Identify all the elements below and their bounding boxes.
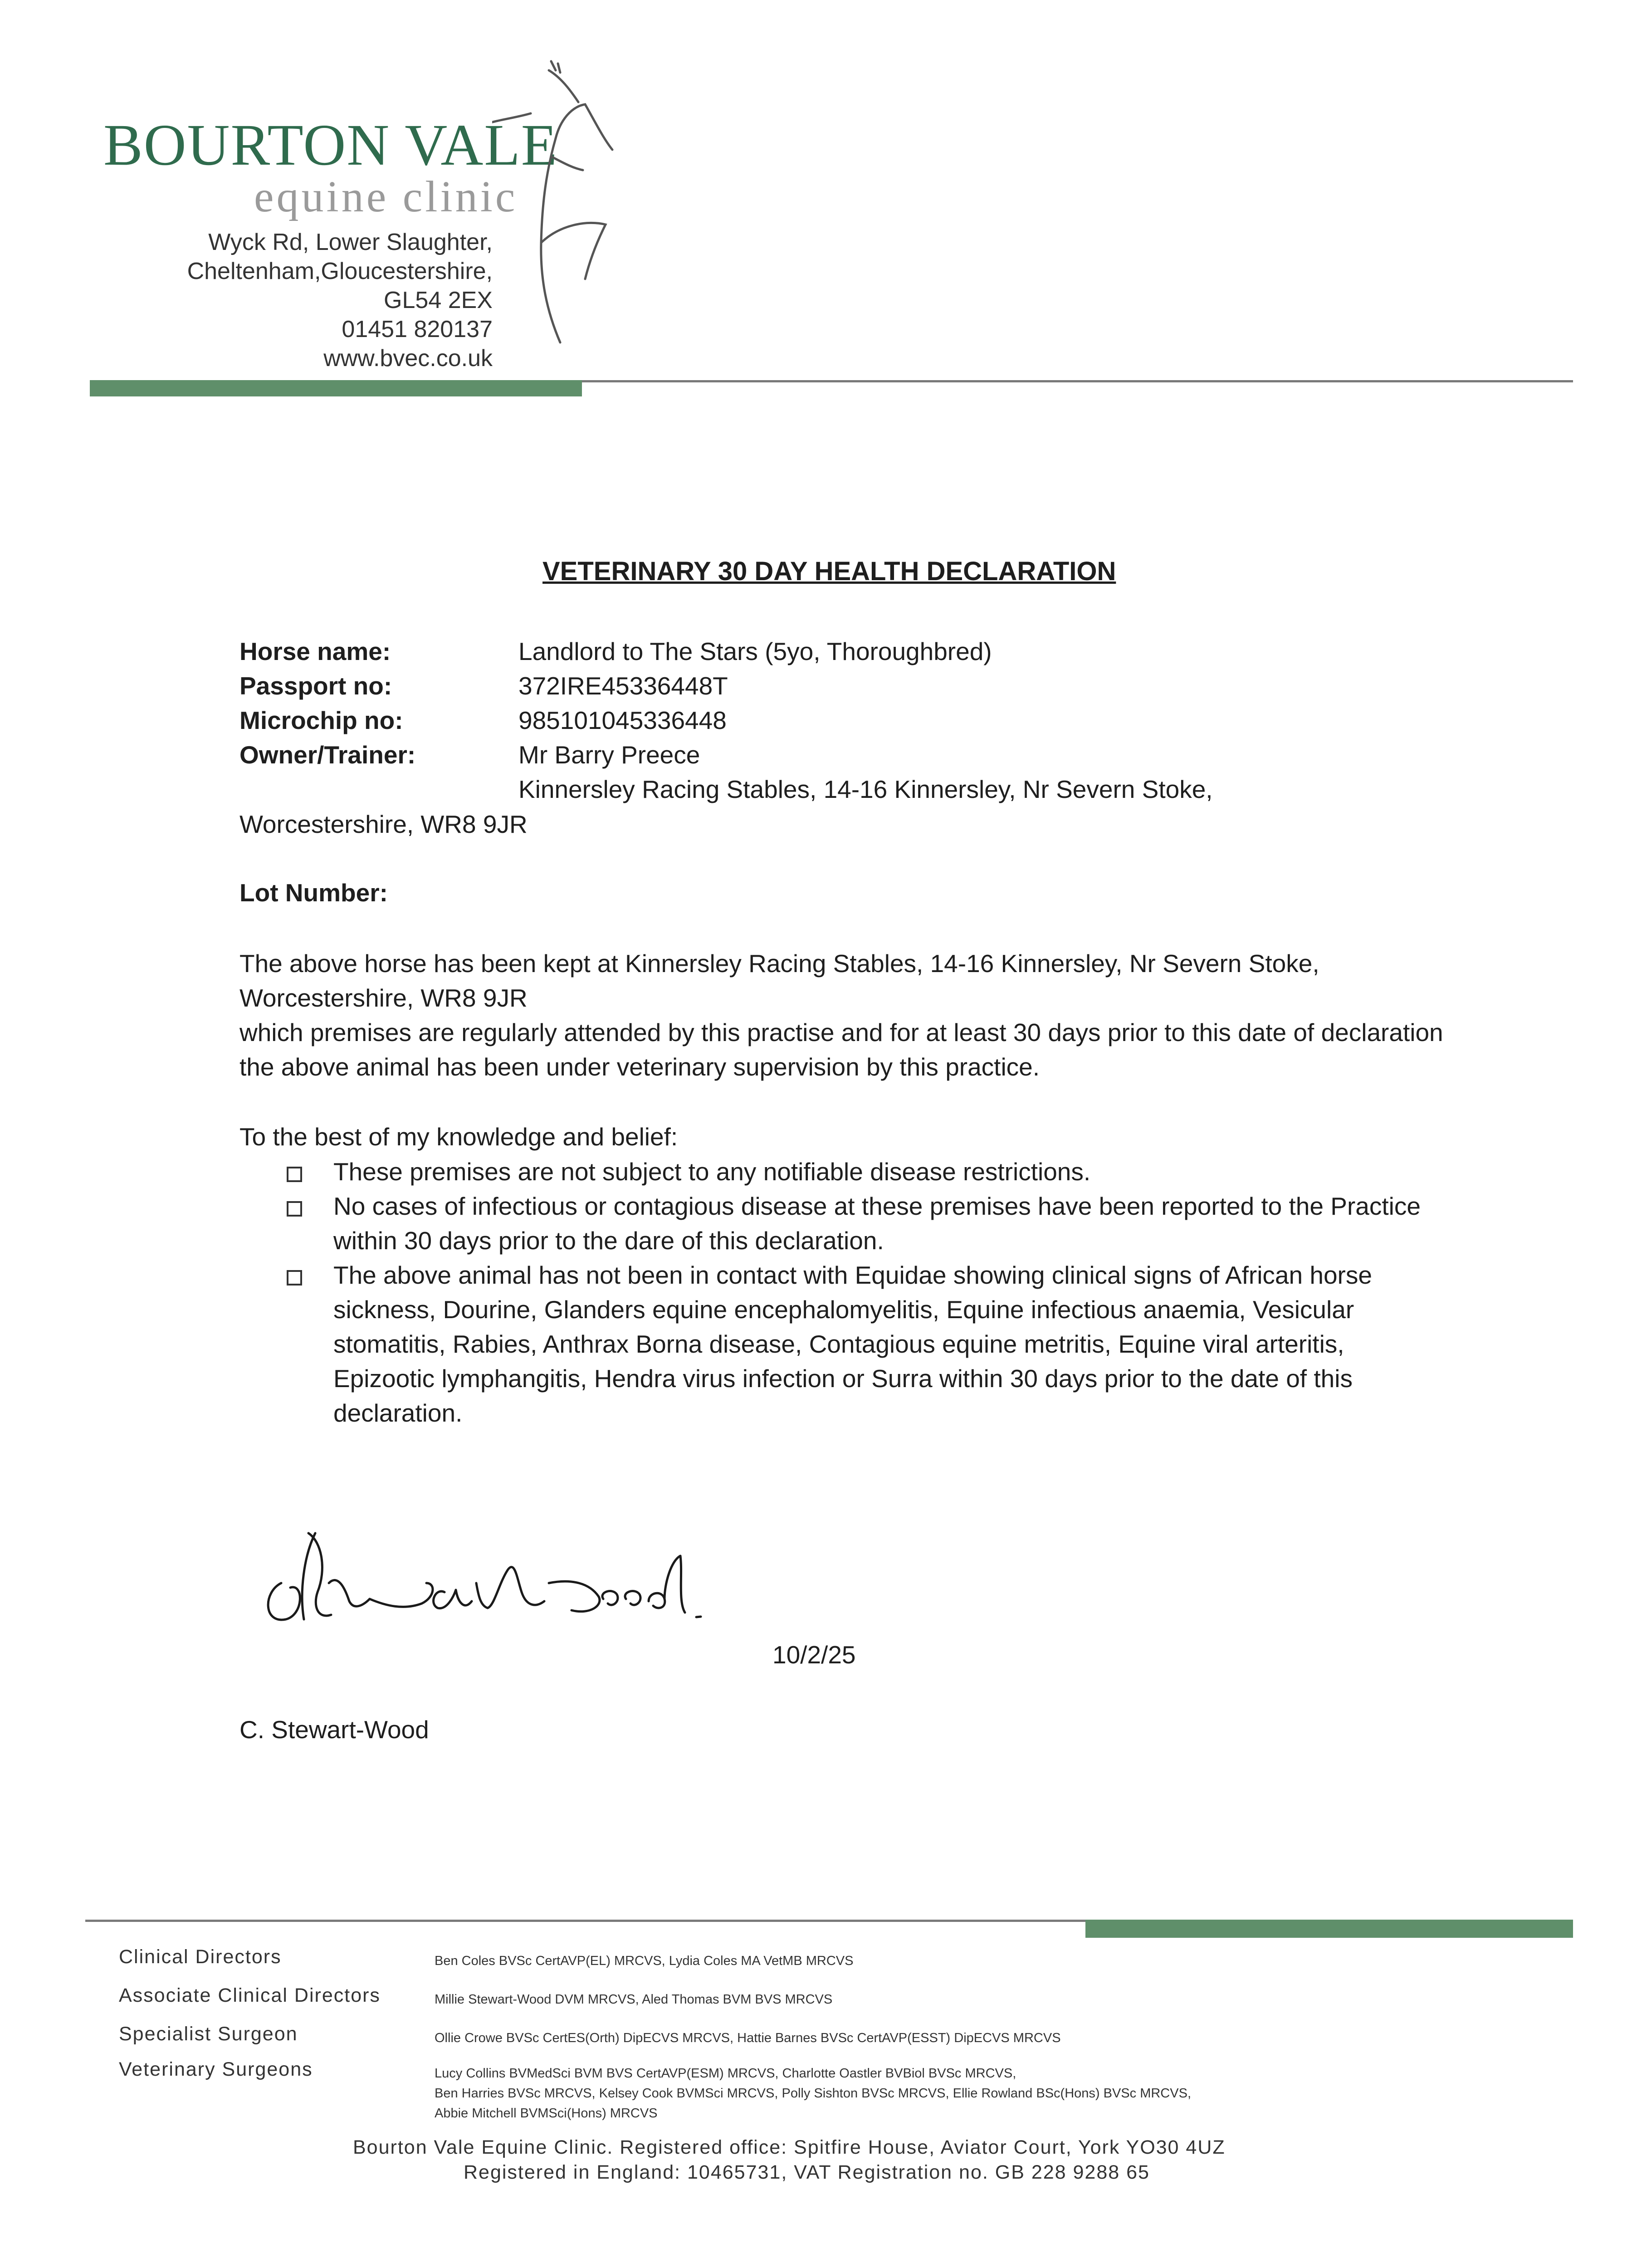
- staff-role-specialist-surgeon: Specialist Surgeon: [119, 2023, 298, 2045]
- staff-names: Ollie Crowe BVSc CertES(Orth) DipECVS MRCVS, Hattie Barnes BVSc CertAVP(ESST) DipECVS MRCVS: [435, 2031, 1061, 2045]
- header-divider: [582, 380, 1573, 382]
- registered-office: Bourton Vale Equine Clinic. Registered office: Spitfire House, Aviator Court, York YO30 4UZ: [353, 2136, 1226, 2158]
- field-label-owner: Owner/Trainer:: [239, 741, 416, 769]
- page-title: VETERINARY 30 DAY HEALTH DECLARATION: [542, 557, 1116, 586]
- staff-role-clinical-directors: Clinical Directors: [119, 1946, 282, 1968]
- owner-address-line: Kinnersley Racing Stables, 14-16 Kinnersley, Nr Severn Stoke,: [518, 775, 1213, 803]
- company-registration: Registered in England: 10465731, VAT Registration no. GB 228 9288 65: [464, 2161, 1150, 2183]
- lot-number-label: Lot Number:: [239, 879, 388, 907]
- checkbox-icon: [287, 1201, 302, 1217]
- field-value-passport: 372IRE45336448T: [518, 672, 728, 700]
- horse-head-logo-icon: [492, 52, 628, 352]
- field-value-microchip: 985101045336448: [518, 706, 727, 734]
- footer-divider: [85, 1920, 1085, 1922]
- phone-number: 01451 820137: [342, 316, 493, 342]
- clinic-brand-subtitle: equine clinic: [254, 172, 518, 221]
- staff-names: Ben Harries BVSc MRCVS, Kelsey Cook BVMSci MRCVS, Polly Sishton BVSc MRCVS, Ellie Rowland BSc(Hons) BVSc MRCVS,: [435, 2086, 1191, 2101]
- footer-accent-bar: [1085, 1920, 1573, 1938]
- address-line: Cheltenham,Gloucestershire,: [187, 258, 493, 284]
- field-value-owner: Mr Barry Preece: [518, 741, 700, 769]
- clinic-brand-name: BOURTON VALE: [103, 112, 558, 178]
- signatory-name: C. Stewart-Wood: [239, 1716, 429, 1744]
- staff-names: Ben Coles BVSc CertAVP(EL) MRCVS, Lydia Coles MA VetMB MRCVS: [435, 1954, 854, 1968]
- handwritten-signature: [254, 1515, 753, 1642]
- declaration-bullet: No cases of infectious or contagious disease at these premises have been reported to the Practice within 30 days prior to the dare of this declaration.: [333, 1192, 1421, 1255]
- staff-role-associate-directors: Associate Clinical Directors: [119, 1984, 381, 2006]
- staff-names: Lucy Collins BVMedSci BVM BVS CertAVP(ESM) MRCVS, Charlotte Oastler BVBiol BVSc MRCVS,: [435, 2066, 1016, 2081]
- owner-address-line: Worcestershire, WR8 9JR: [239, 810, 528, 838]
- declaration-bullet: These premises are not subject to any notifiable disease restrictions.: [333, 1158, 1091, 1186]
- premises-paragraph-line: The above horse has been kept at Kinnersley Racing Stables, 14-16 Kinnersley, Nr Severn Stoke,: [239, 949, 1319, 978]
- staff-names: Abbie Mitchell BVMSci(Hons) MRCVS: [435, 2106, 658, 2121]
- address-line: GL54 2EX: [384, 287, 493, 313]
- address-line: Wyck Rd, Lower Slaughter,: [208, 229, 493, 255]
- field-value-horse-name: Landlord to The Stars (5yo, Thoroughbred): [518, 637, 992, 665]
- field-label-passport: Passport no:: [239, 672, 392, 700]
- checkbox-icon: [287, 1270, 302, 1286]
- premises-paragraph-line: Worcestershire, WR8 9JR: [239, 984, 528, 1012]
- declaration-bullet: The above animal has not been in contact with Equidae showing clinical signs of African horse sickness, Dourine, Glanders equine encephalomyelitis, Equine infectious anaemia, Vesicular stomatitis, Rabies, Anthrax Borna disease, Contagious equine metritis, Equine viral arteritis, Epizootic lymphangitis, Hendra virus infection or Surra within 30 days prior to the date of this declaration.: [333, 1261, 1372, 1427]
- field-label-horse-name: Horse name:: [239, 637, 391, 665]
- declaration-date: 10/2/25: [772, 1641, 856, 1669]
- belief-intro: To the best of my knowledge and belief:: [239, 1123, 678, 1151]
- staff-role-veterinary-surgeons: Veterinary Surgeons: [119, 2058, 313, 2080]
- field-label-microchip: Microchip no:: [239, 706, 403, 734]
- staff-names: Millie Stewart-Wood DVM MRCVS, Aled Thomas BVM BVS MRCVS: [435, 1992, 833, 2007]
- clinic-address: [187, 228, 493, 373]
- checkbox-icon: [287, 1167, 302, 1182]
- supervision-paragraph: which premises are regularly attended by this practise and for at least 30 days prior to this date of declaration the above animal has been under veterinary supervision by this practice.: [239, 1018, 1443, 1081]
- header-accent-bar: [90, 380, 582, 396]
- website-url: www.bvec.co.uk: [323, 345, 493, 371]
